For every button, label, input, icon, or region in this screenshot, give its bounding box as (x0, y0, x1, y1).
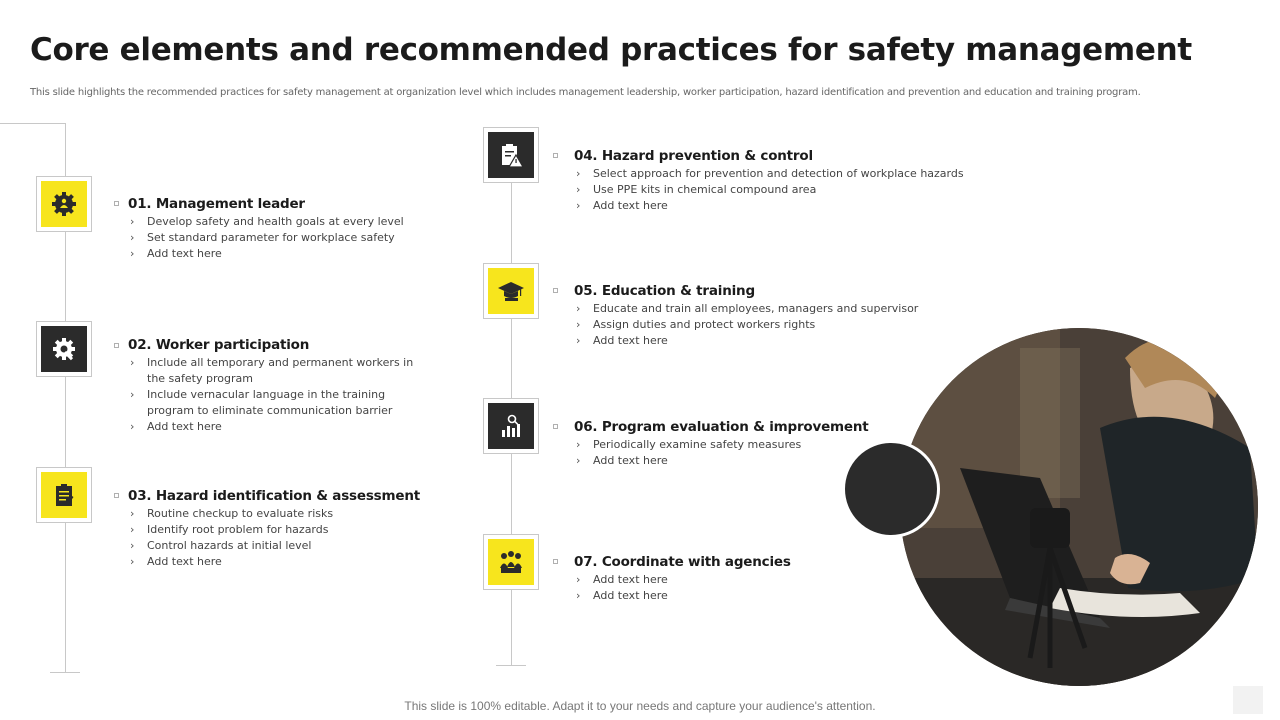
list-item: › Identify root problem for hazards (128, 522, 448, 538)
step-2-heading: 02. Worker participation (128, 337, 310, 353)
list-item: › Use PPE kits in chemical compound area (574, 182, 974, 198)
step-3-icon-box (36, 467, 92, 523)
list-item: › Routine checkup to evaluate risks (128, 506, 448, 522)
gear-people-icon (50, 190, 78, 218)
list-item: › Develop safety and health goals at every level (128, 214, 428, 230)
list-item: › Select approach for prevention and detection of workplace hazards (574, 166, 974, 182)
list-item: › Set standard parameter for workplace safety (128, 230, 428, 246)
step-4-connector (553, 153, 558, 158)
step-5-heading: 05. Education & training (574, 283, 755, 299)
list-item: › Add text here (574, 588, 874, 604)
step-7-text (574, 554, 874, 604)
list-item: › Periodically examine safety measures (574, 437, 904, 453)
step-1-icon-box (36, 176, 92, 232)
photo-illustration (900, 328, 1258, 686)
list-item: › Add text here (128, 246, 428, 262)
gear-wrench-icon (50, 335, 78, 363)
graduation-cap-icon (497, 277, 525, 305)
step-1-heading: 01. Management leader (128, 196, 305, 212)
list-item: › Add text here (574, 453, 904, 469)
list-item: › Add text here (574, 198, 974, 214)
step-6-icon-box (483, 398, 539, 454)
step-2-icon-box (36, 321, 92, 377)
list-item: › Include all temporary and permanent workers in the safety program (128, 355, 418, 387)
list-item: › Assign duties and protect workers rights (574, 317, 974, 333)
clipboard-pen-icon (50, 481, 78, 509)
timeline-top-rule (0, 123, 65, 124)
list-item: › Add text here (574, 572, 874, 588)
slide-title: Core elements and recommended practices for safety management (30, 32, 1192, 68)
step-5-text (574, 283, 974, 349)
photo-woman-writing (900, 328, 1258, 686)
step-7-heading: 07. Coordinate with agencies (574, 554, 791, 570)
chart-magnifier-icon (497, 412, 525, 440)
step-7-icon-box (483, 534, 539, 590)
list-item: › Add text here (128, 419, 418, 435)
list-item: › Include vernacular language in the training program to eliminate communication barrier (128, 387, 418, 419)
step-3-connector (114, 493, 119, 498)
step-3-heading: 03. Hazard identification & assessment (128, 488, 420, 504)
list-item: › Control hazards at initial level (128, 538, 448, 554)
step-2-text (128, 337, 418, 435)
step-6-connector (553, 424, 558, 429)
step-4-heading: 04. Hazard prevention & control (574, 148, 813, 164)
step-3-text (128, 488, 448, 570)
footer-note: This slide is 100% editable. Adapt it to your needs and capture your audience's attention. (404, 699, 876, 713)
step-4-text (574, 148, 974, 214)
hazard-document-icon (497, 141, 525, 169)
step-5-connector (553, 288, 558, 293)
timeline-left-end (50, 672, 80, 673)
step-5-icon-box (483, 263, 539, 319)
timeline-center-end (496, 665, 526, 666)
decorative-dark-circle (842, 440, 940, 538)
step-1-connector (114, 201, 119, 206)
step-6-heading: 06. Program evaluation & improvement (574, 419, 869, 435)
step-1-text (128, 196, 428, 262)
step-7-connector (553, 559, 558, 564)
step-2-connector (114, 343, 119, 348)
team-icon (497, 548, 525, 576)
corner-box (1233, 686, 1263, 714)
list-item: › Educate and train all employees, managers and supervisor (574, 301, 974, 317)
slide-subtitle: This slide highlights the recommended practices for safety management at organization level which includes management leadership, worker participation, hazard identification and prevention and education and training program. (30, 87, 1141, 98)
list-item: › Add text here (574, 333, 974, 349)
list-item: › Add text here (128, 554, 448, 570)
step-4-icon-box (483, 127, 539, 183)
